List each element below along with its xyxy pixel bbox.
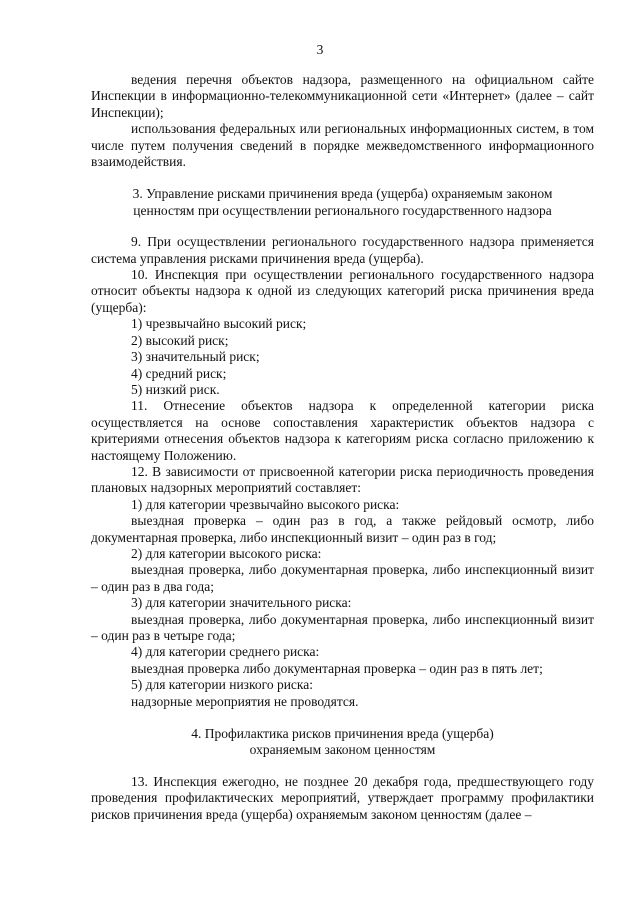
section-spacer — [91, 170, 594, 186]
section-spacer — [91, 219, 594, 234]
paragraph: 3) для категории значительного риска: — [131, 595, 352, 611]
section-spacer — [91, 759, 594, 774]
section-heading — [91, 186, 594, 219]
paragraph: 5) для категории низкого риска: — [131, 677, 314, 693]
paragraph: ведения перечня объектов надзора, размещенного на официальном сайте Инспекции в информационно-телекоммуникационной сети «Интернет» (далее – сайт Инспекции); — [91, 72, 594, 120]
paragraph: 9. При осуществлении регионального государственного надзора применяется система управления рисками причинения вреда (ущерба). — [91, 234, 594, 266]
paragraph: 1) чрезвычайно высокий риск; — [131, 316, 307, 332]
paragraph: 5) низкий риск. — [131, 381, 220, 397]
paragraph: 4) средний риск; — [131, 365, 227, 381]
paragraph: 2) для категории высокого риска: — [131, 545, 322, 561]
paragraph: выездная проверка либо документарная проверка – один раз в пять лет; — [131, 660, 543, 676]
paragraph: выездная проверка, либо документарная проверка, либо инспекционный визит – один раз в четыре года; — [91, 611, 594, 643]
paragraph: 12. В зависимости от присвоенной категории риска периодичность проведения плановых надзорных мероприятий составляет: — [91, 463, 594, 496]
page-number: 3 — [316, 42, 324, 57]
section-heading — [91, 726, 594, 759]
paragraph: 13. Инспекция ежегодно, не позднее 20 декабря года, предшествующего году проведения профилактических мероприятий, утверждает программу профилактики рисков причинения вреда (ущерба) охраняемым законом ценностям (далее – — [91, 773, 594, 822]
paragraph: надзорные мероприятия не проводятся. — [131, 693, 359, 709]
document-body — [91, 72, 594, 823]
paragraph: 10. Инспекция при осуществлении регионального государственного надзора относит объекты надзора к одной из следующих категорий риска причинения вреда (ущерба): — [91, 267, 594, 315]
paragraph: использования федеральных или региональных информационных систем, в том числе путем получения сведений в порядке межведомственного информационного взаимодействия. — [91, 121, 594, 170]
paragraph: 2) высокий риск; — [131, 332, 229, 348]
paragraph: 4) для категории среднего риска: — [131, 644, 320, 660]
section-heading-line: охраняемым законом ценностям — [249, 742, 436, 758]
section-spacer — [91, 710, 594, 726]
section-heading-line: ценностям при осуществлении регионального государственного надзора — [133, 202, 552, 218]
paragraph: выездная проверка – один раз в год, а также рейдовый осмотр, либо документарная проверка, либо инспекционный визит – один раз в год; — [91, 513, 594, 545]
paragraph: выездная проверка, либо документарная проверка, либо инспекционный визит – один раз в два года; — [91, 562, 594, 594]
section-heading-line: 4. Профилактика рисков причинения вреда (ущерба) — [191, 726, 494, 742]
section-heading-line: 3. Управление рисками причинения вреда (ущерба) охраняемым законом — [132, 186, 553, 202]
paragraph: 1) для категории чрезвычайно высокого риска: — [131, 496, 400, 512]
paragraph: 11. Отнесение объектов надзора к определенной категории риска осуществляется на основе сопоставления характеристик объектов надзора с критериями отнесения объектов надзора к категориям риска согласно приложению к настоящему Положению. — [91, 398, 594, 463]
paragraph: 3) значительный риск; — [131, 349, 260, 365]
